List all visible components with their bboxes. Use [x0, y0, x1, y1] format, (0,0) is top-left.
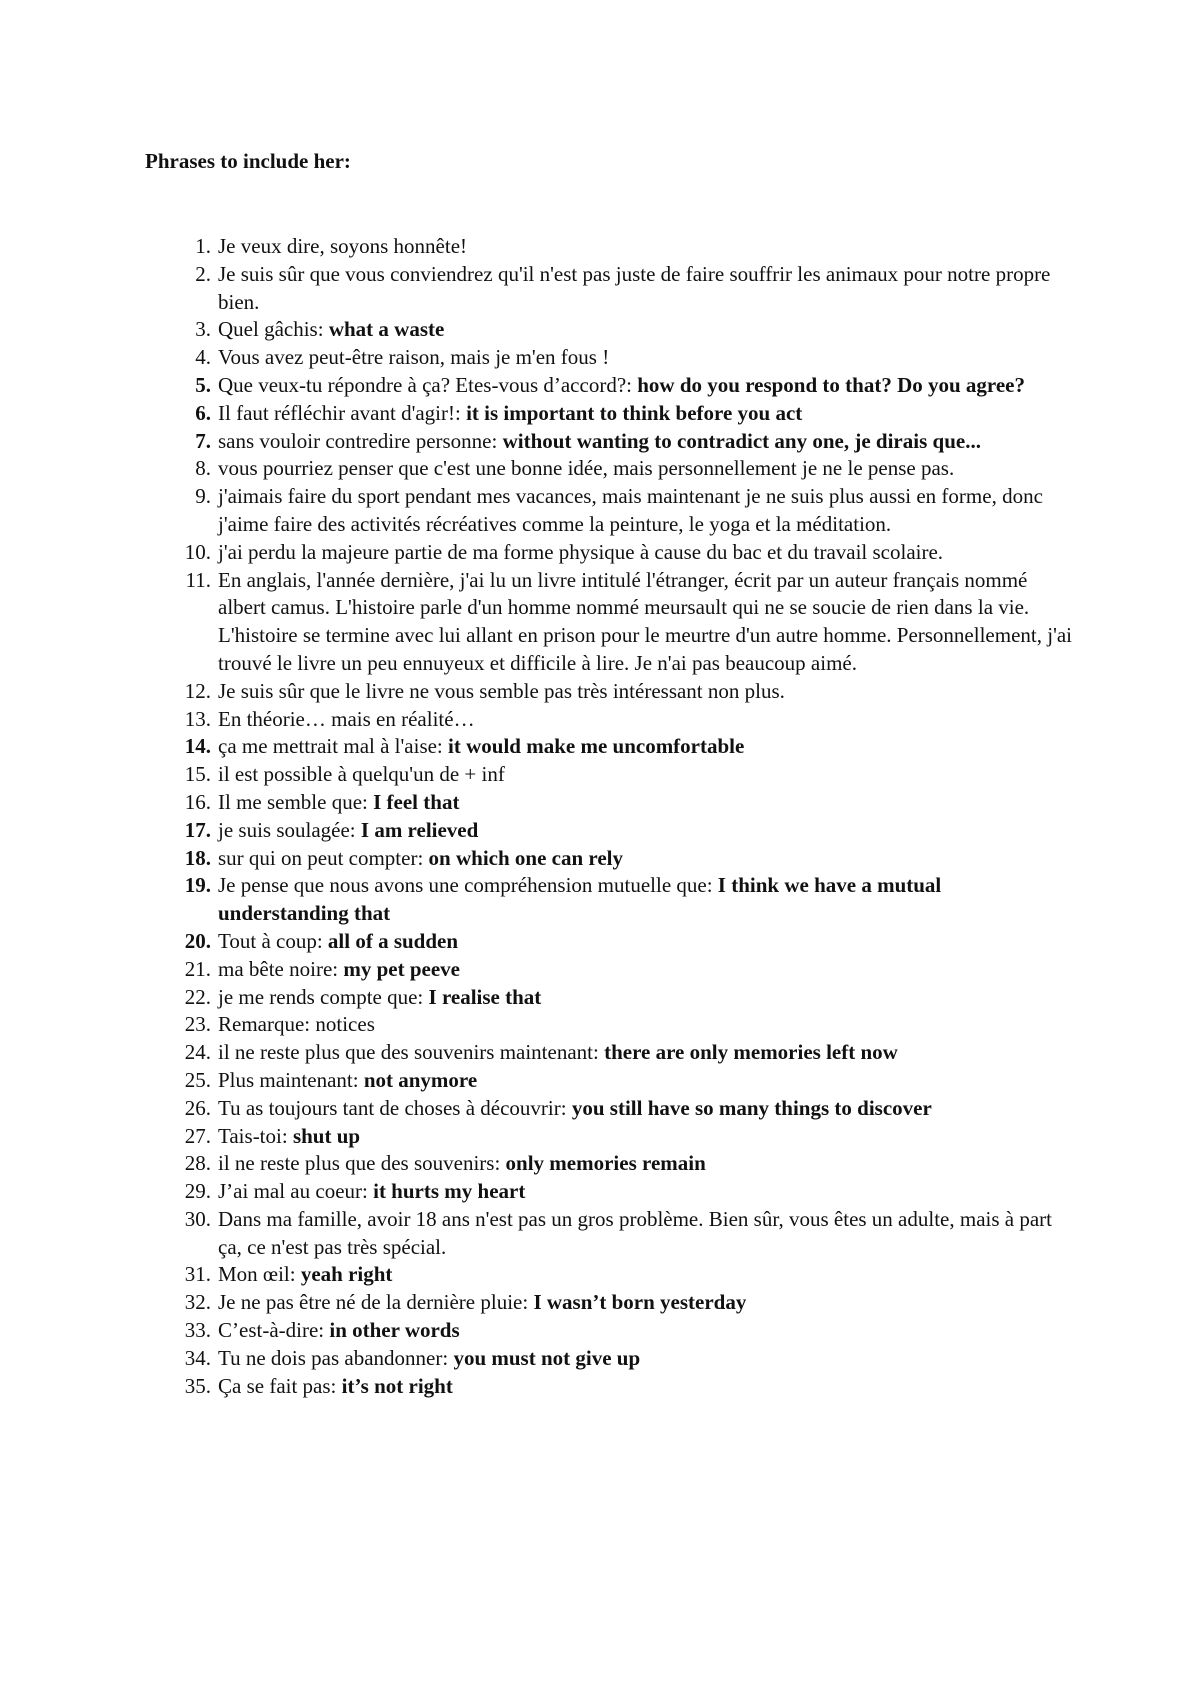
list-item-text: [218, 928, 1075, 956]
list-item-text: [218, 733, 1075, 761]
list-item-number: 5.: [195, 372, 211, 397]
french-phrase: Tais-toi:: [218, 1123, 293, 1148]
list-item: [145, 539, 1075, 567]
list-item-number: 20.: [184, 928, 211, 953]
french-phrase: il est possible à quelqu'un de + inf: [218, 762, 505, 787]
list-item: [145, 1011, 1075, 1039]
list-item-number: 26.: [184, 1095, 211, 1120]
list-item: [145, 567, 1075, 678]
list-item-number: 21.: [184, 956, 211, 981]
list-item-number: 22.: [184, 984, 211, 1009]
french-phrase: Tout à coup:: [218, 928, 328, 953]
french-phrase: Tu as toujours tant de choses à découvrir:: [218, 1095, 572, 1120]
french-phrase: Quel gâchis:: [218, 317, 329, 342]
list-item-text: [218, 1011, 1075, 1039]
french-phrase: il ne reste plus que des souvenirs:: [218, 1151, 506, 1176]
list-item-text: [218, 483, 1075, 539]
list-item: [145, 706, 1075, 734]
list-item: [145, 1261, 1075, 1289]
french-phrase: Je ne pas être né de la dernière pluie:: [218, 1290, 534, 1315]
french-phrase: Dans ma famille, avoir 18 ans n'est pas un gros problème. Bien sûr, vous êtes un adulte, mais à part ça, ce n'est pas très spécial.: [218, 1206, 1053, 1259]
list-item-number: 25.: [184, 1067, 211, 1092]
english-translation: I wasn’t born yesterday: [533, 1290, 747, 1315]
list-item: [145, 344, 1075, 372]
list-item-text: [218, 956, 1075, 984]
list-item-number: 3.: [195, 317, 211, 342]
list-item-text: [218, 761, 1075, 789]
list-item-text: [218, 706, 1075, 734]
list-item-text: [218, 400, 1075, 428]
list-item-text: [218, 678, 1075, 706]
list-item-text: [218, 1039, 1075, 1067]
list-item-text: [218, 817, 1075, 845]
french-phrase: Ça se fait pas:: [218, 1373, 342, 1398]
list-item-text: [218, 1289, 1075, 1317]
list-item-number: 12.: [184, 678, 211, 703]
french-phrase: il ne reste plus que des souvenirs maintenant:: [218, 1040, 605, 1065]
english-translation: you still have so many things to discover: [571, 1095, 932, 1120]
list-item-number: 6.: [195, 400, 211, 425]
english-translation: it’s not right: [341, 1373, 453, 1398]
french-phrase: je me rends compte que:: [218, 984, 429, 1009]
french-phrase: Remarque: notices: [218, 1012, 375, 1037]
list-item-number: 31.: [184, 1262, 211, 1287]
french-phrase: sur qui on peut compter:: [218, 845, 429, 870]
list-item: [145, 761, 1075, 789]
phrase-list: [145, 233, 1075, 1400]
english-translation: shut up: [292, 1123, 361, 1148]
list-item-number: 35.: [184, 1373, 211, 1398]
english-translation: it is important to think before you act: [466, 400, 803, 425]
english-translation: it would make me uncomfortable: [448, 734, 745, 759]
english-translation: I think we have a mutual understanding that: [218, 873, 942, 926]
list-item: [145, 928, 1075, 956]
document-title: Phrases to include her:: [145, 149, 351, 173]
french-phrase: Tu ne dois pas abandonner:: [218, 1345, 454, 1370]
list-item-number: 30.: [184, 1206, 211, 1231]
list-item-text: [218, 1345, 1075, 1373]
english-translation: on which one can rely: [428, 845, 624, 870]
english-translation: not anymore: [363, 1067, 478, 1092]
list-item-text: [218, 1067, 1075, 1095]
english-translation: there are only memories left now: [604, 1040, 898, 1065]
list-item: [145, 372, 1075, 400]
list-item-number: 8.: [195, 456, 211, 481]
list-item: [145, 428, 1075, 456]
list-item-number: 14.: [184, 734, 211, 759]
list-item-text: [218, 261, 1075, 317]
list-item: [145, 789, 1075, 817]
french-phrase: Il me semble que:: [218, 789, 374, 814]
list-item: [145, 1039, 1075, 1067]
list-item-text: [218, 567, 1075, 678]
list-item-text: [218, 1178, 1075, 1206]
list-item-text: [218, 1206, 1075, 1262]
list-item: [145, 1150, 1075, 1178]
list-item-number: 17.: [184, 817, 211, 842]
french-phrase: Je suis sûr que le livre ne vous semble pas très intéressant non plus.: [218, 678, 785, 703]
list-item: [145, 872, 1075, 928]
english-translation: you must not give up: [453, 1345, 641, 1370]
list-item-text: [218, 372, 1075, 400]
list-item-text: [218, 1373, 1075, 1401]
list-item-number: 27.: [184, 1123, 211, 1148]
list-item: [145, 733, 1075, 761]
french-phrase: C’est-à-dire:: [218, 1318, 330, 1343]
list-item: [145, 1289, 1075, 1317]
list-item-text: [218, 316, 1075, 344]
list-item-text: [218, 1317, 1075, 1345]
list-item: [145, 845, 1075, 873]
list-item: [145, 817, 1075, 845]
list-item-text: [218, 1095, 1075, 1123]
list-item: [145, 1317, 1075, 1345]
french-phrase: je suis soulagée:: [218, 817, 361, 842]
list-item-text: [218, 539, 1075, 567]
list-item-text: [218, 455, 1075, 483]
list-item-text: [218, 233, 1075, 261]
french-phrase: Je suis sûr que vous conviendrez qu'il n'est pas juste de faire souffrir les animaux pour notre propre bien.: [218, 261, 1051, 314]
french-phrase: Il faut réfléchir avant d'agir!:: [218, 400, 467, 425]
english-translation: my pet peeve: [343, 956, 461, 981]
list-item-number: 28.: [184, 1151, 211, 1176]
list-item: [145, 455, 1075, 483]
list-item: [145, 1178, 1075, 1206]
list-item: [145, 1345, 1075, 1373]
list-item-number: 13.: [184, 706, 211, 731]
list-item: [145, 678, 1075, 706]
list-item-text: [218, 872, 1075, 928]
list-item: [145, 233, 1075, 261]
list-item: [145, 1373, 1075, 1401]
list-item-number: 9.: [195, 484, 211, 509]
french-phrase: ma bête noire:: [218, 956, 344, 981]
list-item-number: 2.: [195, 261, 211, 286]
english-translation: what a waste: [328, 317, 445, 342]
list-item: [145, 984, 1075, 1012]
french-phrase: En anglais, l'année dernière, j'ai lu un livre intitulé l'étranger, écrit par un auteur français nommé albert camus. L'histoire parle d'un homme nommé meursault qui ne se soucie de rien dans la vie. L'histoire se termine avec lui allant en prison pour le meurtre d'un autre homme. Personnellement, j'ai trouvé le livre un peu ennuyeux et difficile à lire. Je n'ai pas beaucoup aimé.: [218, 567, 1073, 675]
list-item-text: [218, 1123, 1075, 1151]
list-item: [145, 316, 1075, 344]
list-item-text: [218, 984, 1075, 1012]
french-phrase: Que veux-tu répondre à ça? Etes-vous d’accord?:: [218, 372, 638, 397]
list-item: [145, 956, 1075, 984]
list-item-number: 10.: [184, 539, 211, 564]
list-item-number: 32.: [184, 1290, 211, 1315]
list-item-number: 16.: [184, 789, 211, 814]
french-phrase: Je pense que nous avons une compréhension mutuelle que:: [218, 873, 718, 898]
list-item: [145, 400, 1075, 428]
list-item: [145, 1095, 1075, 1123]
list-item: [145, 1067, 1075, 1095]
list-item-number: 24.: [184, 1040, 211, 1065]
french-phrase: J’ai mal au coeur:: [218, 1179, 374, 1204]
list-item-text: [218, 845, 1075, 873]
list-item: [145, 483, 1075, 539]
list-item: [145, 261, 1075, 317]
english-translation: it hurts my heart: [373, 1179, 526, 1204]
list-item-text: [218, 344, 1075, 372]
french-phrase: Je veux dire, soyons honnête!: [218, 234, 468, 258]
list-item: [145, 1206, 1075, 1262]
list-item-number: 29.: [184, 1179, 211, 1204]
list-item-number: 7.: [195, 428, 211, 453]
english-translation: I feel that: [373, 789, 460, 814]
list-item-text: [218, 1261, 1075, 1289]
list-item-number: 1.: [195, 234, 211, 258]
french-phrase: En théorie… mais en réalité…: [218, 706, 475, 731]
list-item-number: 15.: [184, 762, 211, 787]
english-translation: I realise that: [428, 984, 542, 1009]
french-phrase: sans vouloir contredire personne:: [218, 428, 503, 453]
english-translation: I am relieved: [360, 817, 479, 842]
list-item-number: 34.: [184, 1345, 211, 1370]
english-translation: yeah right: [300, 1262, 393, 1287]
list-item-number: 4.: [195, 345, 211, 370]
french-phrase: Vous avez peut-être raison, mais je m'en fous !: [218, 345, 610, 370]
english-translation: all of a sudden: [327, 928, 459, 953]
french-phrase: j'aimais faire du sport pendant mes vacances, mais maintenant je ne suis plus aussi en forme, donc j'aime faire des activités récréatives comme la peinture, le yoga et la méditation.: [218, 484, 1043, 536]
english-translation: only memories remain: [505, 1151, 706, 1176]
english-translation: in other words: [329, 1318, 460, 1343]
french-phrase: j'ai perdu la majeure partie de ma forme physique à cause du bac et du travail scolaire.: [218, 539, 944, 564]
french-phrase: vous pourriez penser que c'est une bonne idée, mais personnellement je ne le pense pas.: [218, 456, 955, 481]
list-item-number: 18.: [184, 845, 211, 870]
list-item-text: [218, 789, 1075, 817]
english-translation: without wanting to contradict any one, je dirais que...: [502, 428, 981, 453]
list-item: [145, 1123, 1075, 1151]
list-item-number: 33.: [184, 1318, 211, 1343]
list-item-number: 11.: [185, 567, 211, 592]
list-item-text: [218, 1150, 1075, 1178]
english-translation: how do you respond to that? Do you agree?: [637, 372, 1025, 397]
list-item-number: 19.: [184, 873, 211, 898]
french-phrase: Plus maintenant:: [218, 1067, 364, 1092]
list-item-number: 23.: [184, 1012, 211, 1037]
list-item-text: [218, 428, 1075, 456]
french-phrase: Mon œil:: [218, 1262, 301, 1287]
french-phrase: ça me mettrait mal à l'aise:: [218, 734, 449, 759]
